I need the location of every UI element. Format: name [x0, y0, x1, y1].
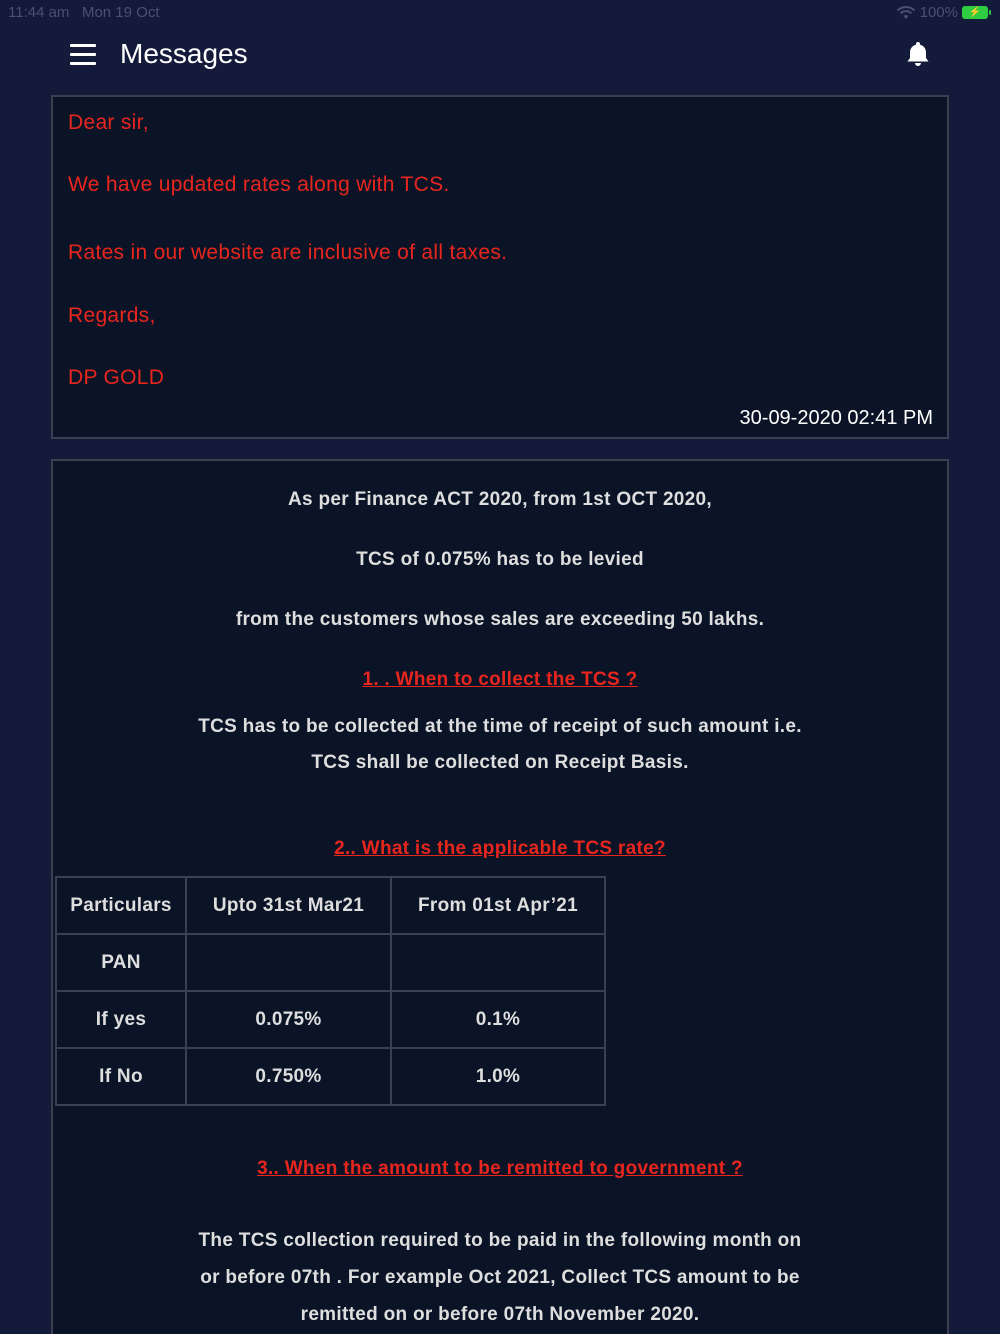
wifi-icon	[896, 6, 916, 20]
table-row	[56, 934, 605, 991]
app-bar	[0, 26, 1000, 84]
status-right	[896, 4, 988, 21]
message-line: TCS of 0.075% has to be levied	[356, 549, 644, 570]
message-line: We have updated rates along with TCS.	[68, 173, 450, 196]
table-cell: 0.075%	[186, 991, 391, 1048]
section-heading: 1. . When to collect the TCS ?	[362, 669, 638, 690]
message-timestamp: 30-09-2020 02:41 PM	[739, 407, 933, 429]
section-heading: 3.. When the amount to be remitted to government ?	[257, 1158, 743, 1179]
table-cell: 0.1%	[391, 991, 605, 1048]
message-line: Regards,	[68, 304, 156, 327]
table-row	[56, 1048, 605, 1105]
message-line: As per Finance ACT 2020, from 1st OCT 2020,	[287, 489, 712, 510]
page-title: Messages	[120, 38, 248, 69]
status-time: 11:44 am	[8, 4, 70, 21]
table-header-cell: Upto 31st Mar21	[186, 877, 391, 934]
message-line: DP GOLD	[68, 366, 165, 389]
message-line: remitted on or before 07th November 2020.	[300, 1304, 700, 1325]
table-cell: If yes	[56, 991, 186, 1048]
battery-icon: ⚡	[962, 6, 988, 19]
tcs-rate-table	[55, 876, 606, 1106]
status-time-date	[8, 4, 160, 21]
table-cell: 0.750%	[186, 1048, 391, 1105]
menu-icon[interactable]	[70, 44, 96, 66]
section-heading: 2.. What is the applicable TCS rate?	[334, 838, 666, 859]
status-date: Mon 19 Oct	[81, 4, 160, 21]
message-card	[51, 95, 949, 439]
table-header-cell: From 01st Apr’21	[391, 877, 605, 934]
message-line: Dear sir,	[68, 111, 149, 134]
table-cell	[186, 934, 391, 991]
bell-icon[interactable]	[905, 40, 931, 68]
table-cell: 1.0%	[391, 1048, 605, 1105]
table-cell	[391, 934, 605, 991]
message-line: from the customers whose sales are exceeding 50 lakhs.	[235, 609, 765, 630]
status-bar	[0, 0, 1000, 26]
message-line: The TCS collection required to be paid in the following month on	[198, 1230, 802, 1251]
message-line: TCS has to be collected at the time of receipt of such amount i.e.	[198, 716, 802, 737]
message-line: TCS shall be collected on Receipt Basis.	[311, 752, 689, 773]
table-header-cell: Particulars	[56, 877, 186, 934]
table-row	[56, 991, 605, 1048]
battery-percent: 100%	[919, 4, 958, 21]
message-line: or before 07th . For example Oct 2021, Collect TCS amount to be	[200, 1267, 800, 1288]
table-cell: PAN	[56, 934, 186, 991]
table-header-row	[56, 877, 605, 934]
message-card	[51, 459, 949, 1334]
table-cell: If No	[56, 1048, 186, 1105]
message-line: Rates in our website are inclusive of all taxes.	[68, 241, 508, 264]
